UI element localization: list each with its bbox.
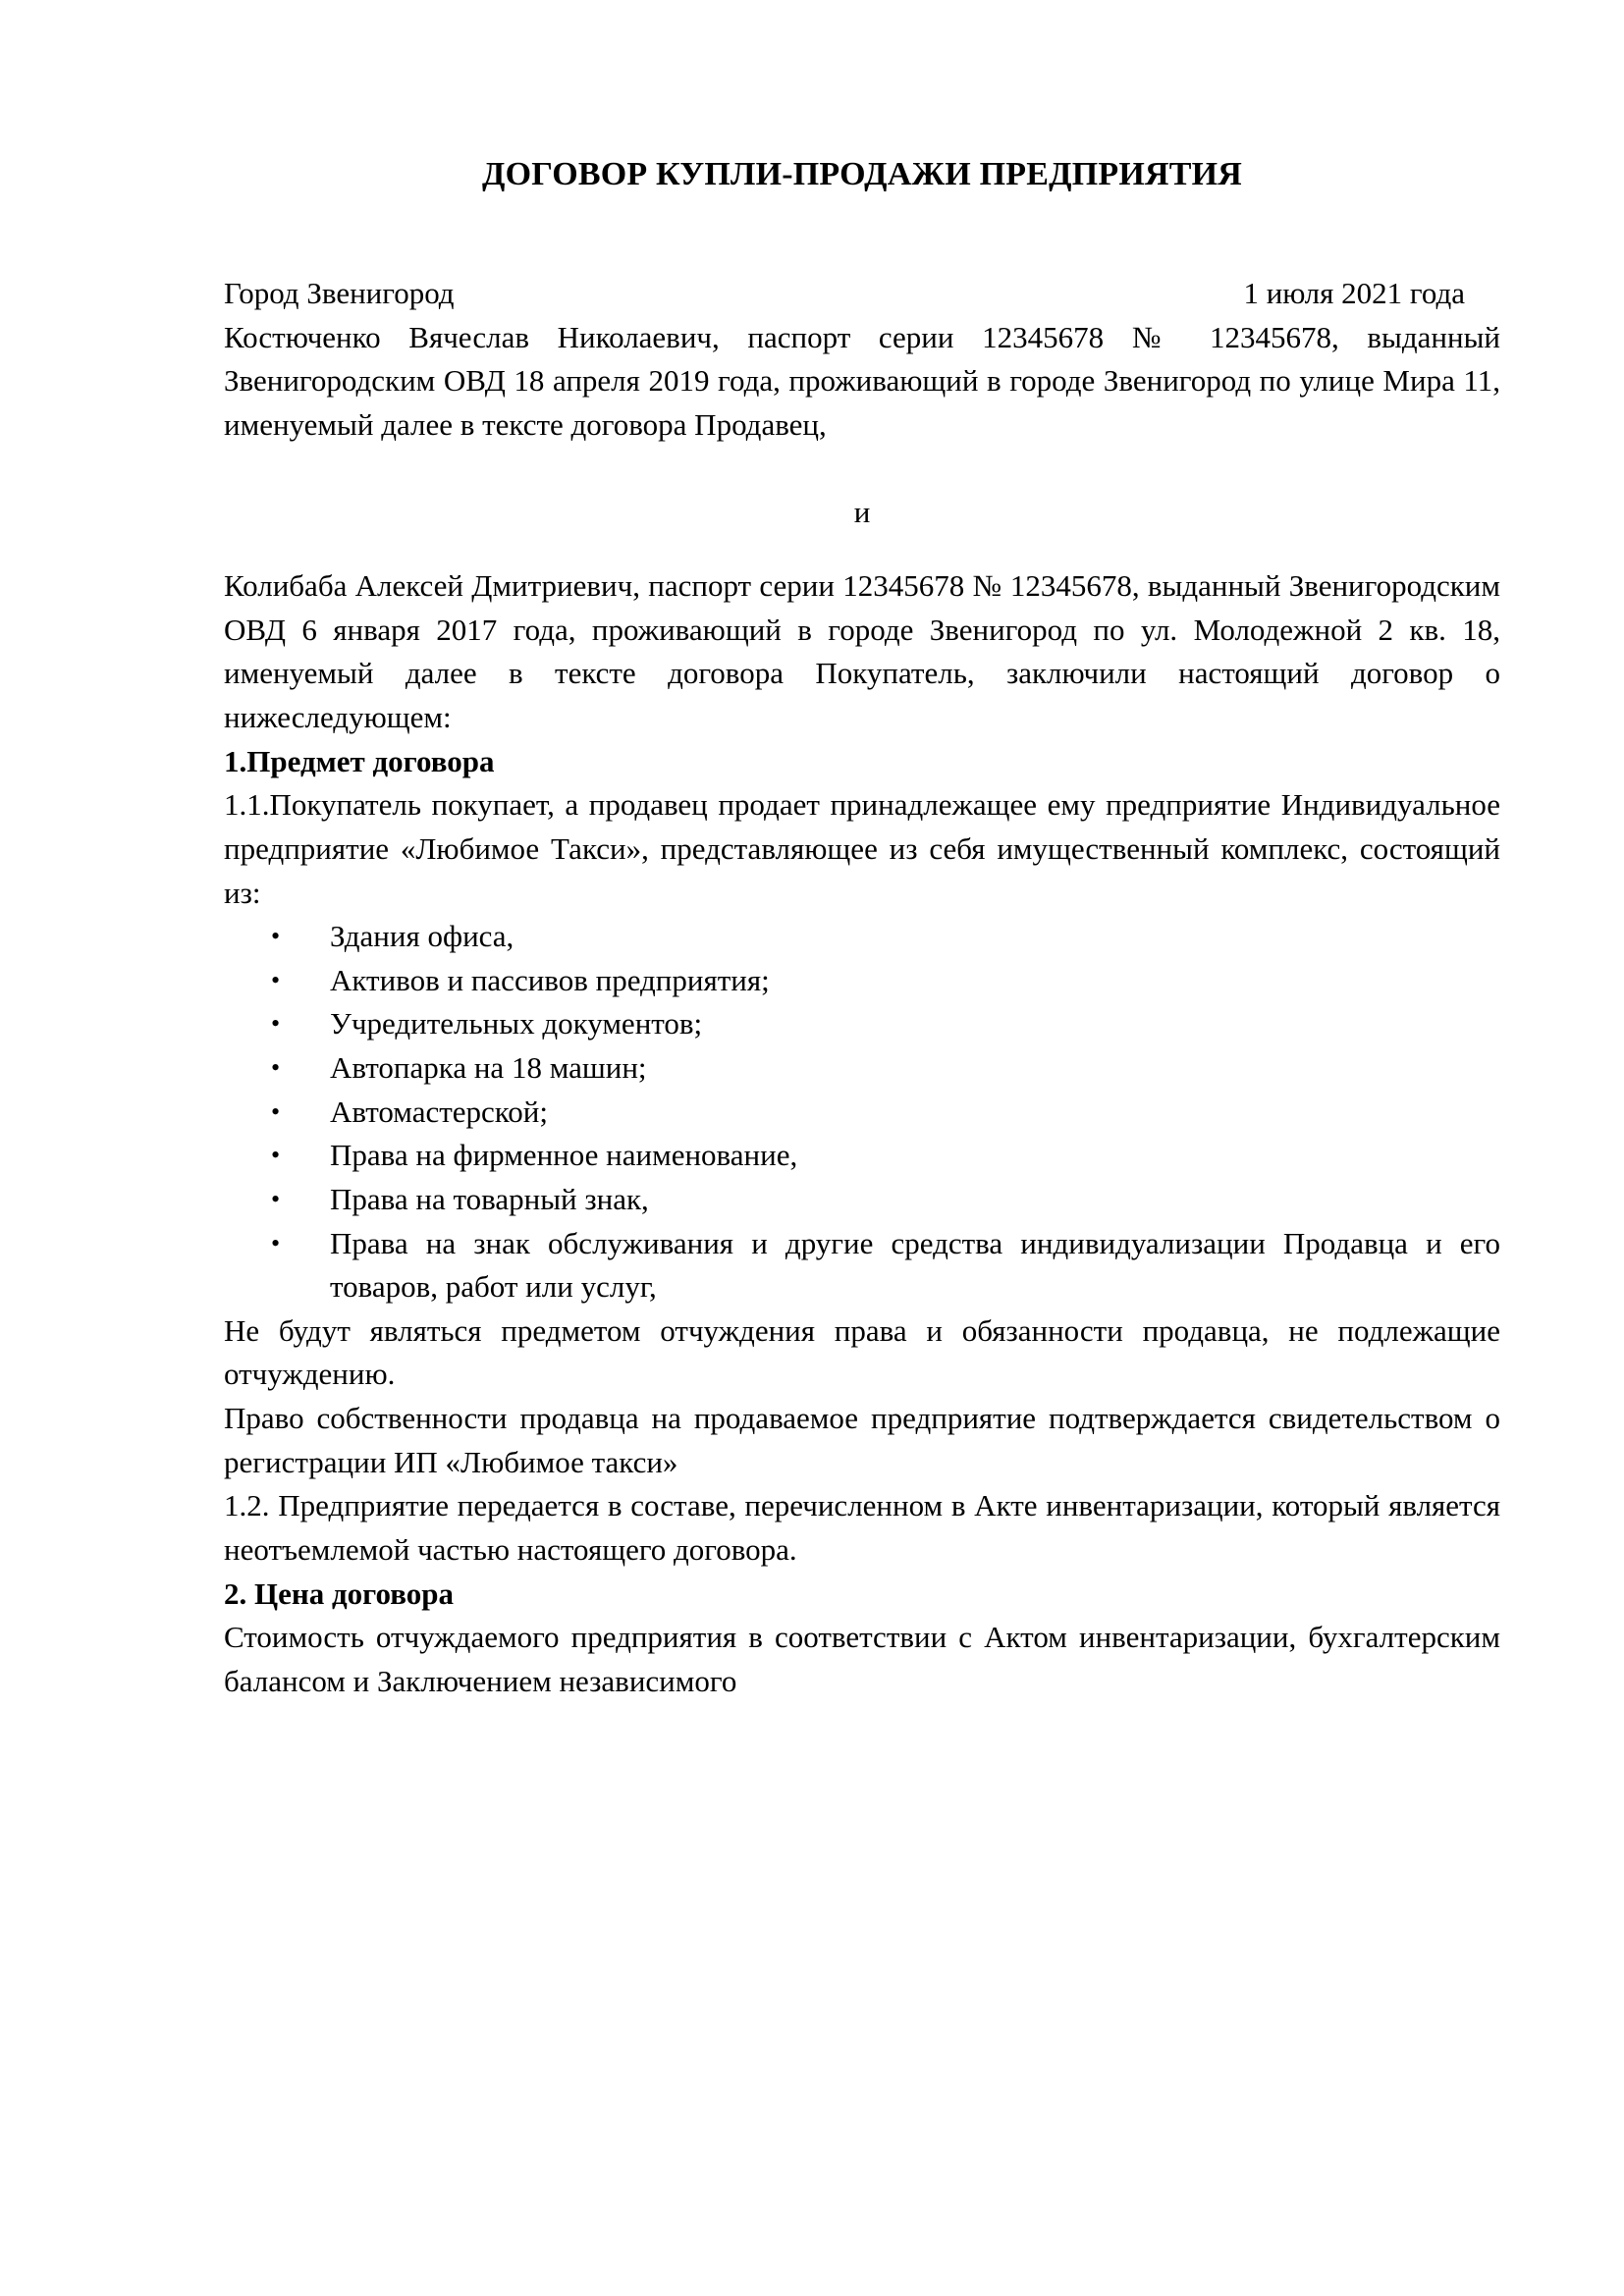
section-heading-price: 2. Цена договора xyxy=(224,1575,454,1611)
date-of-signing: 1 июля 2021 года xyxy=(1243,275,1465,310)
list-item xyxy=(224,1134,1500,1178)
bullet-icon: • xyxy=(271,922,281,951)
list-item xyxy=(224,1002,1500,1046)
clause-1-2-paragraph: 1.2. Предприятие передается в составе, перечисленном в Акте инвентаризации, который является неотъемлемой частью настоящего договора. xyxy=(224,1488,1500,1567)
list-item-label: Учредительных документов; xyxy=(330,1006,703,1041)
list-item xyxy=(224,1046,1500,1091)
list-item-label: Права на фирменное наименование, xyxy=(330,1138,798,1173)
list-item-label: Права на товарный знак, xyxy=(330,1181,649,1216)
list-item xyxy=(224,959,1500,1003)
document-body xyxy=(224,0,1500,1703)
list-item-label: Автомастерской; xyxy=(330,1094,548,1129)
bullet-icon: • xyxy=(271,1141,281,1170)
asset-list xyxy=(224,915,1500,1309)
section-heading-subject: 1.Предмет договора xyxy=(224,743,495,778)
list-item-label: Автопарка на 18 машин; xyxy=(330,1050,647,1086)
buyer-party-paragraph: Колибаба Алексей Дмитриевич, паспорт серии 12345678 № 12345678, выданный Звенигородским ОВД 6 января 2017 года, проживающий в городе Звенигород по ул. Молодежной 2 кв. 18, именуемый далее в тексте договора Покупатель, заключили настоящий договор о нижеследующем: xyxy=(224,568,1500,735)
bullet-icon: • xyxy=(271,1184,281,1213)
price-paragraph: Стоимость отчуждаемого предприятия в соответствии с Актом инвентаризации, бухгалтерским балансом и Заключением независимого xyxy=(224,1620,1500,1698)
parties-conjunction: и xyxy=(853,494,871,529)
bullet-icon: • xyxy=(271,965,281,994)
list-item-label: Права на знак обслуживания и другие средства индивидуализации Продавца и его товаров, работ или услуг, xyxy=(330,1225,1500,1305)
list-item-label: Здания офиса, xyxy=(330,919,514,954)
excluded-rights-paragraph: Не будут являться предметом отчуждения права и обязанности продавца, не подлежащие отчуждению. xyxy=(224,1312,1500,1392)
bullet-icon: • xyxy=(271,1096,281,1126)
place-of-signing: Город Звенигород xyxy=(224,275,455,310)
place-and-date-line xyxy=(224,272,1500,316)
clause-1-1-paragraph: 1.1.Покупатель покупает, а продавец продает принадлежащее ему предприятие Индивидуальное предприятие «Любимое Такси», представляющее из себя имущественный комплекс, состоящий из: xyxy=(224,787,1500,910)
list-item-label: Активов и пассивов предприятия; xyxy=(330,962,770,997)
bullet-icon: • xyxy=(271,1053,281,1083)
bullet-icon: • xyxy=(271,1228,281,1257)
page-title: ДОГОВОР КУПЛИ-ПРОДАЖИ ПРЕДПРИЯТИЯ xyxy=(482,156,1242,192)
seller-party-paragraph: Костюченко Вячеслав Николаевич, паспорт серии 12345678 № 12345678, выданный Звенигородским ОВД 18 апреля 2019 года, проживающий в городе Звенигород по улице Мира 11, именуемый далее в тексте договора Продавец, xyxy=(224,319,1500,442)
list-item xyxy=(224,1178,1500,1222)
ownership-confirmation-paragraph: Право собственности продавца на продаваемое предприятие подтверждается свидетельством о регистрации ИП «Любимое такси» xyxy=(224,1401,1500,1479)
list-item xyxy=(224,1091,1500,1135)
list-item xyxy=(224,1222,1500,1309)
bullet-icon: • xyxy=(271,1009,281,1039)
list-item xyxy=(224,915,1500,959)
